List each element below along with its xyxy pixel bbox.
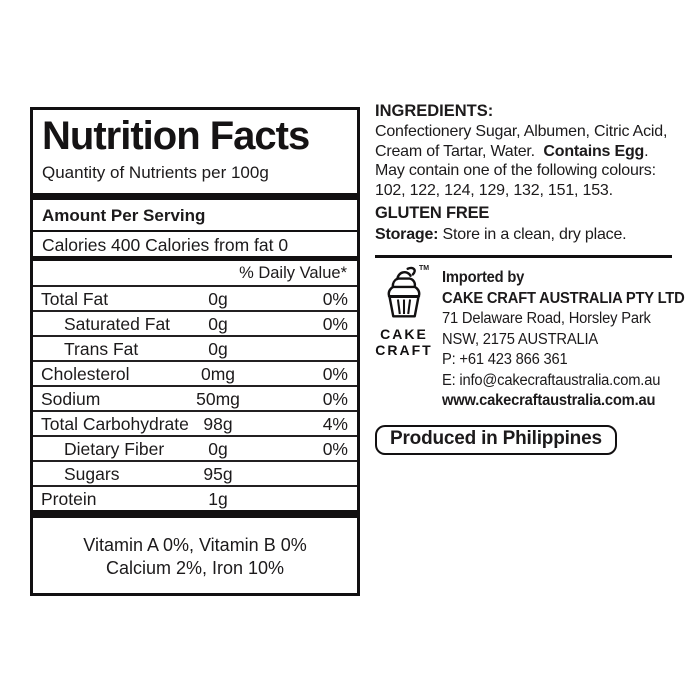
importer-email: E: info@cakecraftaustralia.com.au	[442, 371, 661, 389]
importer-block	[375, 265, 685, 412]
table-row	[33, 385, 357, 410]
storage-label: Storage:	[375, 226, 439, 243]
nutrient-name: Dietary Fiber	[64, 439, 165, 459]
logo-word-cake: CAKE	[380, 326, 428, 342]
importer-details	[442, 265, 697, 412]
section-divider-bar	[33, 510, 357, 518]
contains-egg-warning: Contains Egg	[543, 142, 645, 160]
logo-word-craft: CRAFT	[375, 342, 433, 358]
table-row	[33, 460, 357, 485]
nutrient-daily-value: 0%	[322, 389, 348, 409]
section-divider-bar	[33, 193, 357, 200]
nutrient-amount: 1g	[208, 489, 228, 509]
daily-value-header: % Daily Value*	[239, 264, 347, 282]
nutrition-facts-title: Nutrition Facts	[42, 114, 310, 158]
importer-website: www.cakecraftaustralia.com.au	[442, 392, 656, 409]
storage-text: Store in a clean, dry place.	[438, 226, 627, 243]
table-row	[33, 410, 357, 435]
ingredients-line	[375, 142, 680, 162]
nutrient-daily-value: 0%	[322, 364, 348, 384]
table-row	[33, 310, 357, 335]
nutrient-name: Cholesterol	[41, 364, 130, 384]
table-row	[33, 335, 357, 360]
nutrient-daily-value: 0%	[322, 314, 348, 334]
nutrient-name: Protein	[41, 489, 97, 509]
table-row	[33, 360, 357, 385]
nutrient-amount: 98g	[203, 414, 233, 434]
vitamins-line1: Vitamin A 0%, Vitamin B 0%	[83, 535, 307, 555]
vitamins-footer	[33, 518, 357, 593]
trademark-symbol: TM	[419, 265, 430, 272]
nutrition-facts-header	[33, 110, 357, 193]
ingredients-line: May contain one of the following colours:	[375, 162, 656, 179]
nutrient-amount: 0g	[208, 439, 228, 459]
cake-craft-logo	[375, 265, 433, 412]
serving-basis-text: Quantity of Nutrients per 100g	[42, 163, 269, 182]
nutrient-name: Total Carbohydrate	[41, 414, 189, 434]
nutrient-amount: 0g	[208, 339, 228, 359]
nutrient-amount: 0mg	[200, 364, 236, 384]
ingredients-text: Cream of Tartar, Water.	[375, 142, 544, 160]
table-row	[33, 485, 357, 510]
importer-address-line2: NSW, 2175 AUSTRALIA	[442, 330, 598, 348]
nutrient-name: Trans Fat	[64, 339, 139, 359]
vitamins-line2: Calcium 2%, Iron 10%	[105, 558, 285, 578]
table-row	[33, 435, 357, 460]
nutrient-amount: 0g	[208, 289, 228, 309]
nutrient-name: Sugars	[64, 464, 120, 484]
nutrient-name: Total Fat	[41, 289, 109, 309]
nutrient-amount: 95g	[203, 464, 233, 484]
nutrient-amount: 50mg	[196, 389, 240, 409]
table-row	[33, 285, 357, 310]
importer-phone: P: +61 423 866 361	[442, 351, 568, 368]
calories-row: Calories 400 Calories from fat 0	[33, 230, 357, 256]
ingredients-line: 102, 122, 124, 129, 132, 151, 153.	[375, 181, 613, 199]
country-of-origin-badge: Produced in Philippines	[375, 425, 617, 455]
amount-per-serving-label: Amount Per Serving	[42, 206, 206, 225]
cupcake-icon	[378, 265, 430, 321]
importer-address-line1: 71 Delaware Road, Horsley Park	[442, 310, 651, 327]
nutrition-facts-panel	[30, 107, 360, 596]
ingredients-line: Confectionery Sugar, Albumen, Citric Acid,	[375, 123, 668, 140]
importer-company-name: CAKE CRAFT AUSTRALIA PTY LTD	[442, 289, 685, 307]
ingredients-text: .	[644, 142, 649, 160]
nutrient-amount: 0g	[208, 314, 228, 334]
storage-instructions	[375, 224, 680, 245]
divider-line	[375, 255, 672, 258]
nutrient-daily-value: 0%	[322, 289, 348, 309]
ingredients-heading: INGREDIENTS:	[375, 102, 494, 120]
nutrient-name: Saturated Fat	[64, 314, 171, 334]
gluten-free-label: GLUTEN FREE	[375, 204, 490, 222]
info-panel	[375, 101, 685, 455]
nutrient-daily-value: 0%	[322, 439, 348, 459]
nutrient-daily-value: 4%	[322, 414, 348, 434]
nutrient-name: Sodium	[41, 389, 101, 409]
imported-by-label: Imported by	[442, 269, 525, 286]
